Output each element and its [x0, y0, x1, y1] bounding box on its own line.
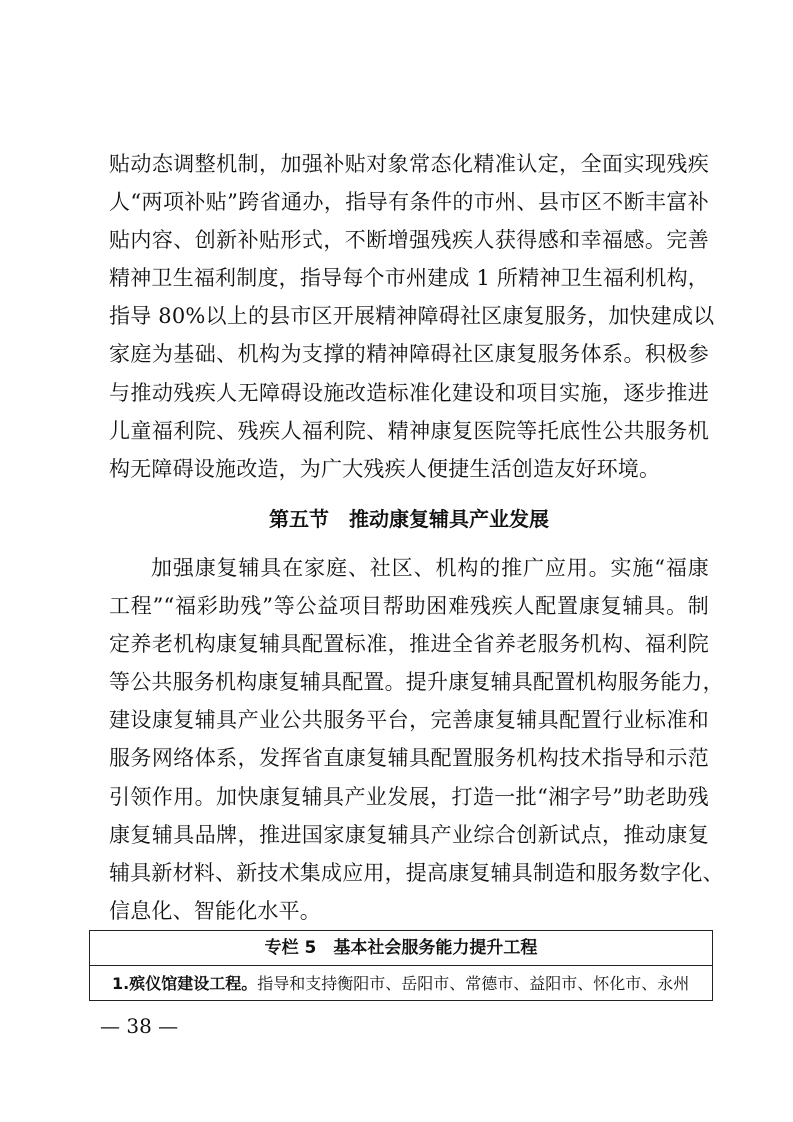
text-line: 加强康复辅具在家庭、社区、机构的推广应用。实施“福康: [151, 556, 709, 580]
column-box-item: [90, 966, 712, 1001]
column-box: [89, 930, 713, 1001]
paragraph-rehab-aids: [109, 549, 724, 930]
text-line: 康复辅具品牌，推进国家康复辅具产业综合创新试点，推动康复: [109, 822, 709, 847]
text-line: 精神卫生福利制度，指导每个市州建成 1 所精神卫生福利机构，: [109, 266, 709, 291]
text-line: 信息化、智能化水平。: [109, 898, 321, 923]
column-box-title: 专栏 5 基本社会服务能力提升工程: [90, 931, 712, 966]
column-box-item-head: 1.殡仪馆建设工程。: [112, 974, 258, 993]
text-line: 人“两项补贴”跨省通办，指导有条件的市州、县市区不断丰富补: [109, 190, 709, 215]
text-line: 贴动态调整机制，加强补贴对象常态化精准认定，全面实现残疾: [109, 152, 709, 176]
text-line: 家庭为基础、机构为支撑的精神障碍社区康复服务体系。积极参: [109, 342, 709, 367]
text-line: 等公共服务机构康复辅具配置。提升康复辅具配置机构服务能力，: [109, 670, 724, 695]
text-line: 指导 80%以上的县市区开展精神障碍社区康复服务，加快建成以: [109, 304, 715, 329]
text-line: 服务网络体系，发挥省直康复辅具配置服务机构技术指导和示范: [109, 746, 709, 771]
page-number: — 38 —: [100, 1014, 179, 1038]
column-box-item-text: 指导和支持衡阳市、岳阳市、常德市、益阳市、怀化市、永州: [257, 974, 690, 993]
text-line: 定养老机构康复辅具配置标准，推进全省养老服务机构、福利院: [109, 632, 709, 657]
paragraph-welfare-subsidy: [109, 145, 715, 488]
text-line: 儿童福利院、残疾人福利院、精神康复医院等托底性公共服务机: [109, 418, 709, 443]
text-line: 与推动残疾人无障碍设施改造标准化建设和项目实施，逐步推进: [109, 380, 709, 405]
text-line: 辅具新材料、新技术集成应用，提高康复辅具制造和服务数字化、: [109, 860, 724, 885]
text-line: 构无障碍设施改造，为广大残疾人便捷生活创造友好环境。: [109, 456, 661, 481]
text-line: 贴内容、创新补贴形式，不断增强残疾人获得感和幸福感。完善: [109, 228, 709, 253]
text-line: 建设康复辅具产业公共服务平台，完善康复辅具配置行业标准和: [109, 708, 709, 733]
section-heading: 第五节 推动康复辅具产业发展: [269, 507, 549, 531]
text-line: 引领作用。加快康复辅具产业发展，打造一批“湘字号”助老助残: [109, 784, 709, 809]
text-line: 工程”“福彩助残”等公益项目帮助困难残疾人配置康复辅具。制: [109, 594, 709, 619]
